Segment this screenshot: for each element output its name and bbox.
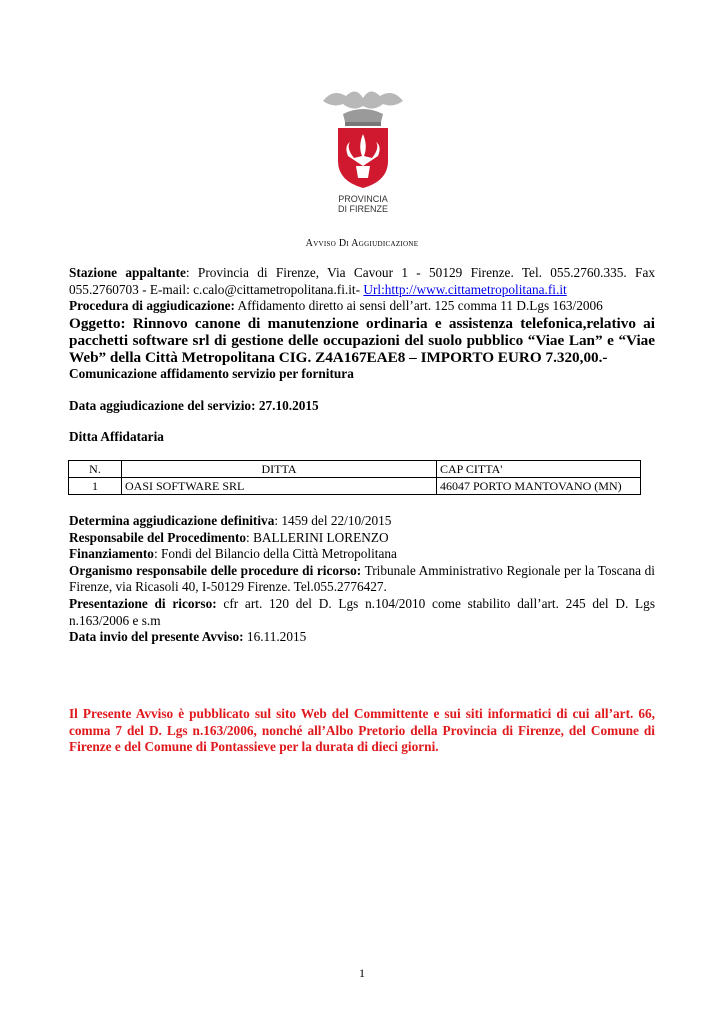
- document-title: Avviso Di Aggiudicazione: [305, 238, 419, 249]
- label: Procedura di aggiudicazione:: [69, 298, 235, 314]
- value: Affidamento diretto ai sensi dell’art. 125 comma 11 D.Lgs 163/2006: [234, 298, 603, 314]
- label: Finanziamento: [69, 546, 154, 562]
- header-cell: CAP CITTA': [437, 461, 641, 478]
- value: : 1459 del 22/10/2015: [274, 513, 392, 528]
- header-info: [69, 265, 655, 382]
- publication-notice: Il Presente Avviso è pubblicato sul sito Web del Committente e sui siti informatici di cui all’art. 66, comma 7 del D. Lgs n.163/2006, nonché all’Albo Pretorio della Provincia di Firenze, del Comune di Firenze e del Comune di Pontassieve per la durata di dieci giorni.: [69, 706, 655, 755]
- value: cfr art. 120 del D. Lgs n.104/2010 come stabilito dall’art. 245 del D. Lgs n.163/2006 e s.m: [69, 595, 655, 628]
- value: Tribunale Amministrativo Regionale per la Toscana di Firenze, via Ricasoli 40, I-50129 Firenze. Tel.055.2776427.: [69, 562, 655, 595]
- coat-of-arms-icon: [318, 86, 408, 216]
- oggetto: Oggetto: Rinnovo canone di manutenzione ordinaria e assistenza telefonica,relativo ai pacchetti software srl di gestione delle occupazioni del suolo pubblico “Viae Lan” e “Viae Web” della Città Metropolitana CIG. Z4A167EAE8 – IMPORTO EURO 7.320,00.-: [69, 314, 655, 366]
- ditta-heading: Ditta Affidataria: [69, 429, 164, 444]
- cell: 1: [69, 478, 122, 495]
- label: Data invio del presente Avviso:: [69, 629, 244, 645]
- table-header-row: [69, 461, 641, 478]
- table-row: [69, 478, 641, 495]
- detail-determina: [69, 513, 655, 530]
- cell: 46047 PORTO MANTOVANO (MN): [437, 478, 641, 495]
- detail-organismo: [69, 563, 655, 596]
- value: : BALLERINI LORENZO: [246, 529, 389, 545]
- label: Stazione appaltante: [69, 265, 186, 280]
- website-link[interactable]: Url:http://www.cittametropolitana.fi.it: [363, 281, 567, 297]
- ditta-table: [68, 460, 641, 495]
- label: Determina aggiudicazione definitiva: [69, 513, 275, 528]
- data-aggiudicazione: Data aggiudicazione del servizio: 27.10.2015: [69, 398, 319, 413]
- stazione-appaltante: [69, 265, 655, 298]
- comunicazione: Comunicazione affidamento servizio per fornitura: [69, 365, 354, 381]
- detail-finanziamento: [69, 546, 655, 563]
- cell: OASI SOFTWARE SRL: [122, 478, 437, 495]
- procedura: [69, 298, 655, 315]
- value: 16.11.2015: [243, 629, 307, 645]
- label: Presentazione di ricorso:: [69, 595, 217, 611]
- value: : Provincia di Firenze, Via Cavour 1 - 50129 Firenze. Tel. 055.2760.335. Fax 055.2760703 - E-mail: c.calo@cittametropolitana.fi.it-: [69, 265, 655, 297]
- detail-data-invio: [69, 629, 655, 646]
- label: Organismo responsabile delle procedure di ricorso:: [69, 562, 362, 578]
- header-cell: N.: [69, 461, 122, 478]
- svg-text:DI FIRENZE: DI FIRENZE: [337, 204, 389, 214]
- details: [69, 513, 655, 646]
- label: Responsabile del Procedimento: [69, 529, 247, 545]
- header-cell: DITTA: [122, 461, 437, 478]
- detail-responsabile: [69, 530, 655, 547]
- page-number: 1: [359, 966, 365, 980]
- provincia-logo: [318, 86, 408, 216]
- value: : Fondi del Bilancio della Città Metropolitana: [153, 546, 397, 562]
- detail-ricorso: [69, 596, 655, 629]
- svg-text:PROVINCIA: PROVINCIA: [338, 194, 388, 204]
